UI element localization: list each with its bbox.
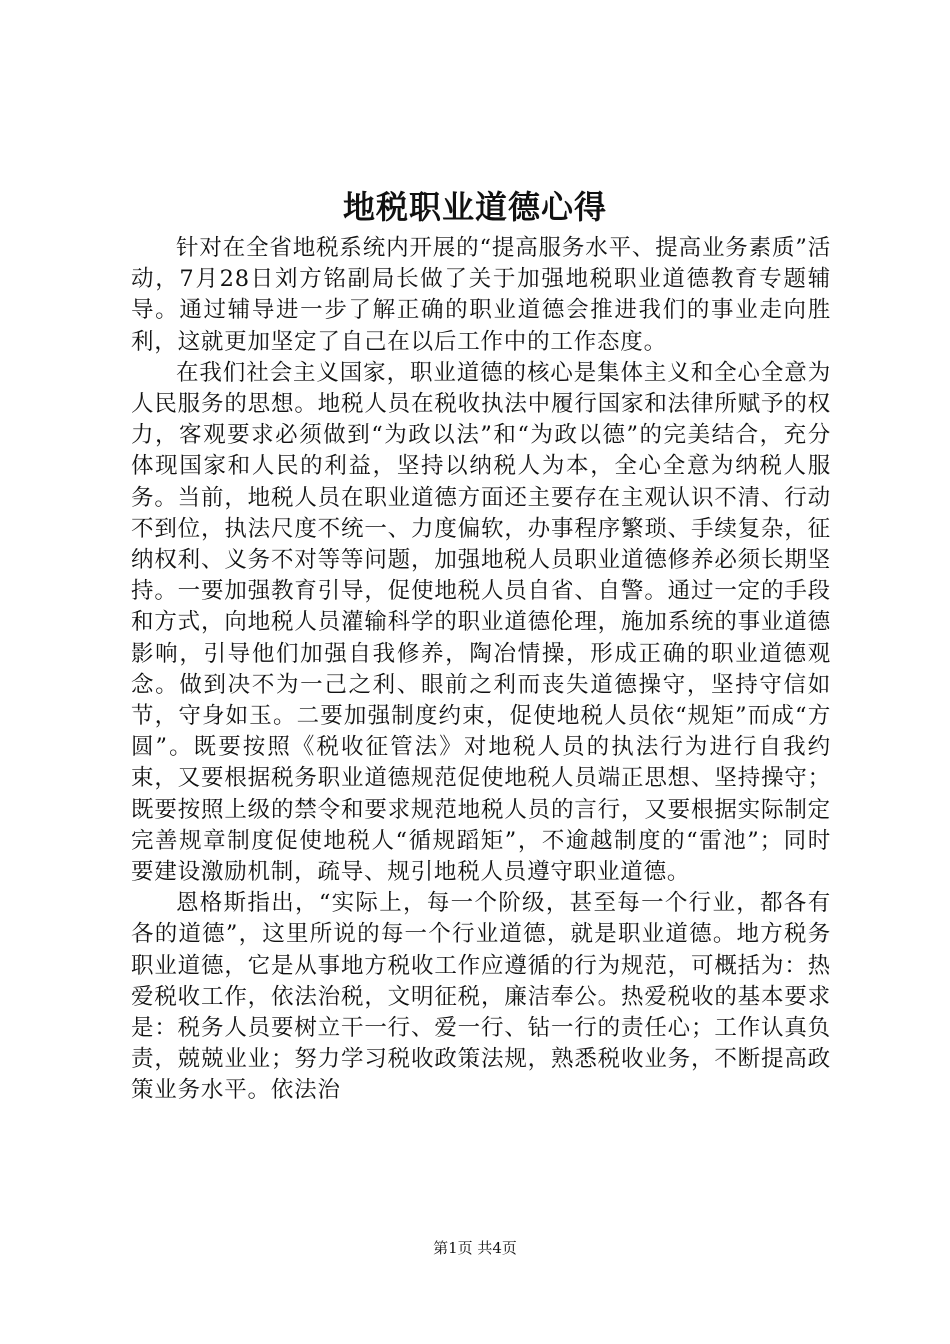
document-body bbox=[131, 233, 831, 1107]
paragraph-2: 在我们社会主义国家，职业道德的核心是集体主义和全心全意为人民服务的思想。地税人员在税收执法中履行国家和法律所赋予的权力，客观要求必须做到“为政以法”和“为政以德”的完美结合，充分体现国家和人民的利益，坚持以纳税人为本，全心全意为纳税人服务。当前，地税人员在职业道德方面还主要存在主观认识不清、行动不到位，执法尺度不统一、力度偏软，办事程序繁琐、手续复杂，征纳权利、义务不对等等问题，加强地税人员职业道德修养必须长期坚持。一要加强教育引导，促使地税人员自省、自警。通过一定的手段和方式，向地税人员灌输科学的职业道德伦理，施加系统的事业道德影响，引导他们加强自我修养，陶冶情操，形成正确的职业道德观念。做到决不为一己之利、眼前之利而丧失道德操守，坚持守信如节，守身如玉。二要加强制度约束，促使地税人员依“规矩”而成“方圆”。既要按照《税收征管法》对地税人员的执法行为进行自我约束，又要根据税务职业道德规范促使地税人员端正思想、坚持操守；既要按照上级的禁令和要求规范地税人员的言行，又要根据实际制定完善规章制度促使地税人“循规蹈矩”，不逾越制度的“雷池”；同时要建设激励机制，疏导、规引地税人员遵守职业道德。 bbox=[131, 359, 831, 886]
paragraph-1: 针对在全省地税系统内开展的“提高服务水平、提高业务素质”活动，7月28日刘方铭副局长做了关于加强地税职业道德教育专题辅导。通过辅导进一步了解正确的职业道德会推进我们的事业走向胜利，这就更加坚定了自己在以后工作中的工作态度。 bbox=[131, 235, 831, 355]
document-title: 地税职业道德心得 bbox=[342, 188, 607, 226]
page-footer: 第1页 共4页 bbox=[433, 1239, 517, 1257]
paragraph-3: 恩格斯指出，“实际上，每一个阶级，甚至每一个行业，都各有各的道德”，这里所说的每一个行业道德，就是职业道德。地方税务职业道德，它是从事地方税收工作应遵循的行为规范，可概括为：热爱税收工作，依法治税，文明征税，廉洁奉公。热爱税收的基本要求是：税务人员要树立干一行、爱一行、钻一行的责任心；工作认真负责，兢兢业业；努力学习税收政策法规，熟悉税收业务，不断提高政策业务水平。依法治 bbox=[131, 890, 831, 1104]
